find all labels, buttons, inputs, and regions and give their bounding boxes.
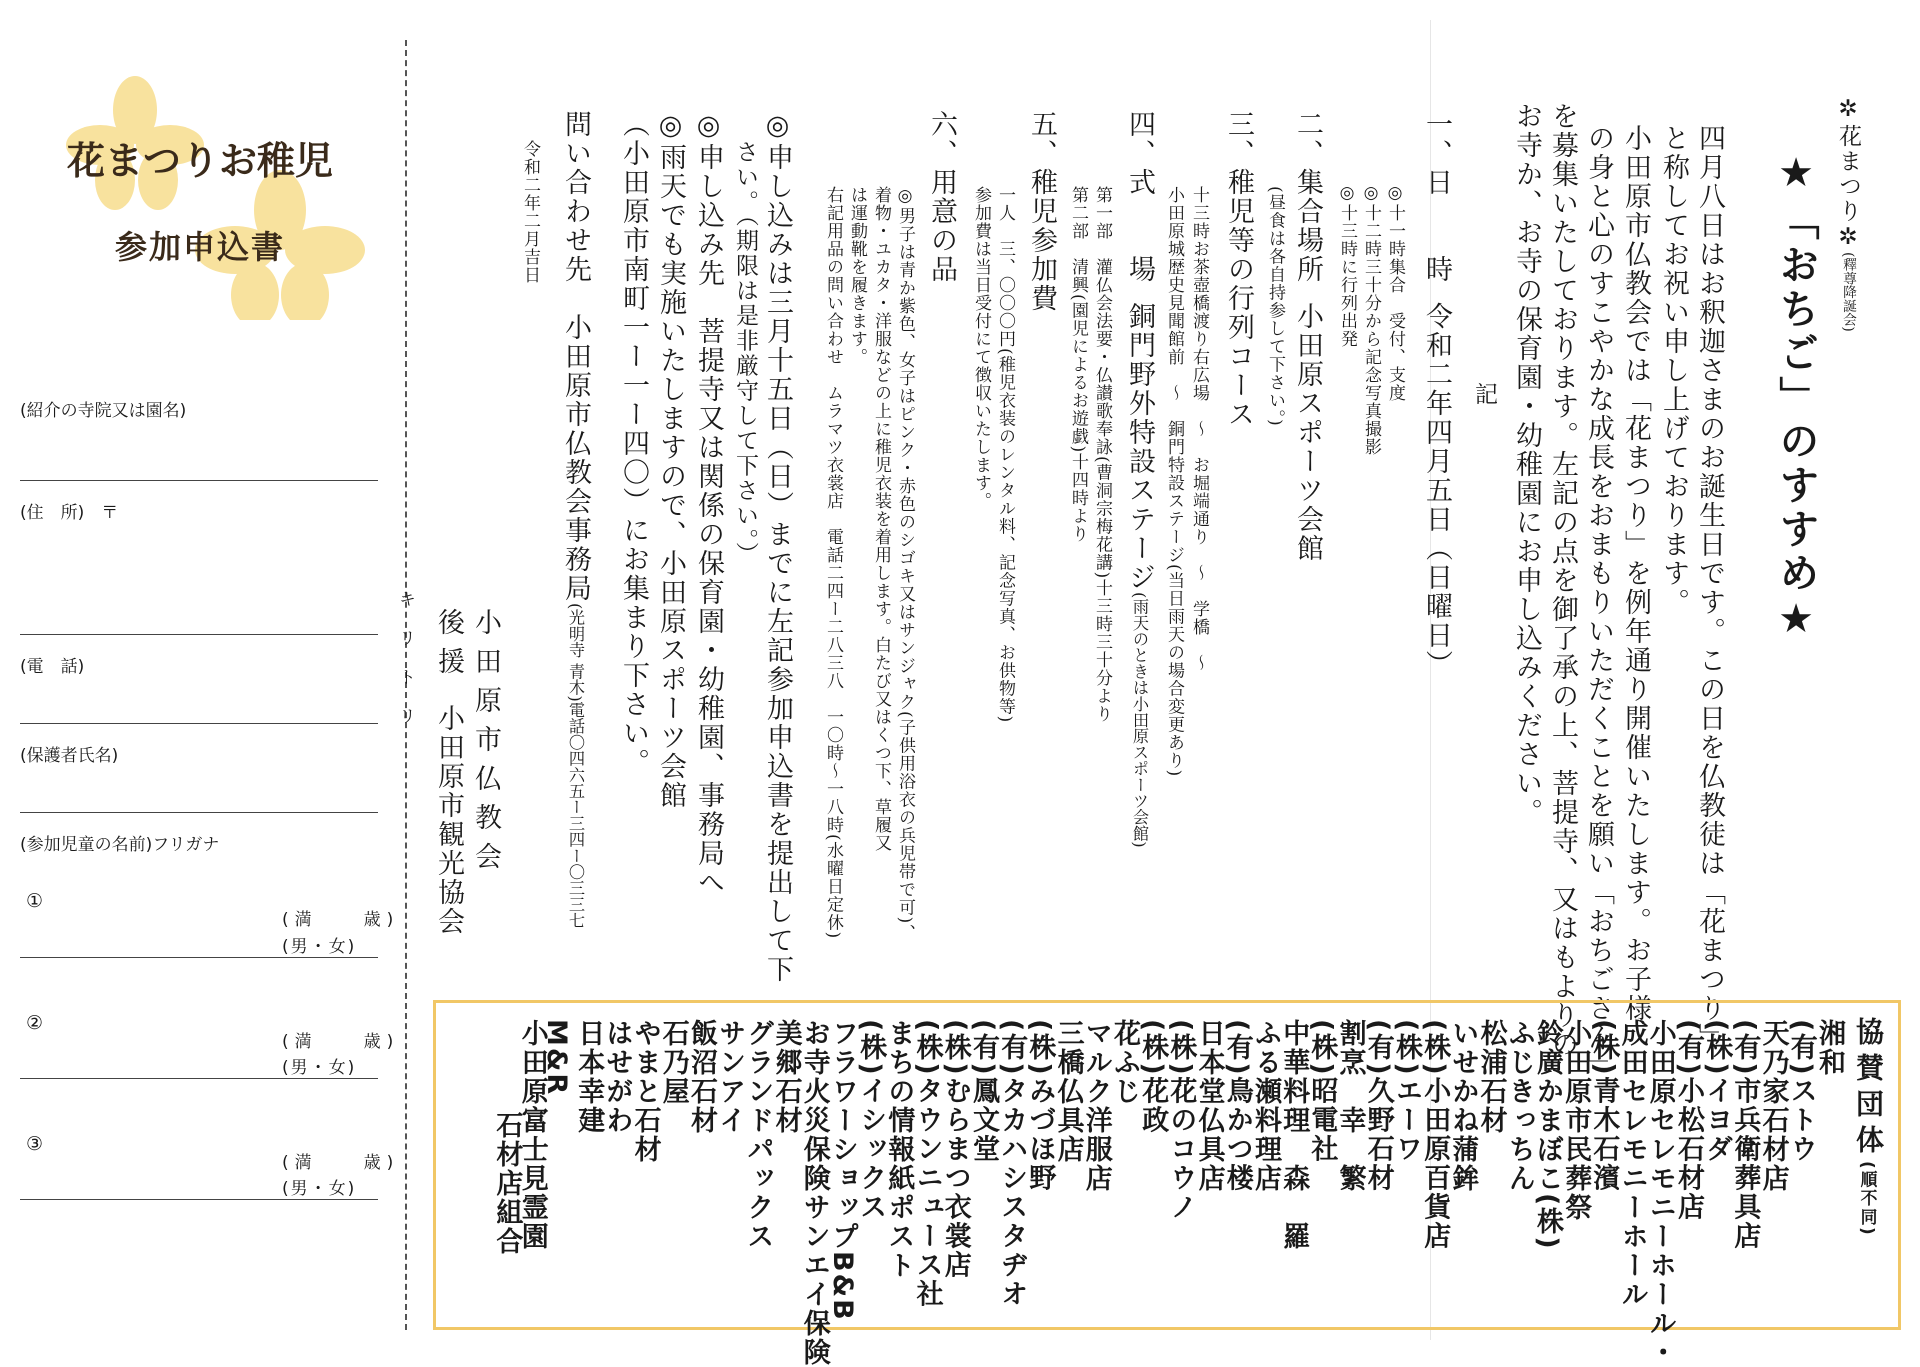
sponsor-item: (有)鳥かつ楼 [1221, 1019, 1253, 1193]
sponsor-item: (株)イシックス [855, 1019, 887, 1222]
place-heading [1288, 110, 1327, 563]
phone-field[interactable] [20, 723, 378, 724]
child-2-field[interactable] [20, 1078, 378, 1079]
sponsor-item: (株)青木石濱 [1588, 1019, 1620, 1193]
sponsor-item: お寺火災保険サンエイ保険 [798, 1019, 830, 1367]
sponsor-item: 割烹 幸 繁 [1334, 1019, 1366, 1193]
organizer-support [429, 608, 468, 936]
child-3-sex: (男・女) [282, 1179, 357, 1199]
date-detail-2: ◎十二時三十分から記念写真撮影 [1361, 183, 1381, 456]
items-heading: 六、用意の品 [926, 110, 957, 284]
child-3-age: (満 歳) [282, 1153, 400, 1173]
sponsor-item: 三橋仏具店 [1052, 1019, 1084, 1164]
sponsor-item: (有)タカハシスタヂオ [996, 1019, 1028, 1309]
notice-header [1832, 96, 1865, 332]
sponsor-item: (株)花のコウノ [1165, 1019, 1197, 1222]
form-title: 花まつりお稚児 [66, 139, 333, 183]
place-note: (昼食は各自持参して下さい。) [1265, 186, 1285, 427]
sponsor-item: 天乃家石材店 [1757, 1019, 1789, 1193]
sponsor-item: いせかね蒲鉾 [1447, 1019, 1479, 1193]
child-2-sex: (男・女) [282, 1058, 357, 1078]
sponsor-title [1848, 1017, 1888, 1237]
sponsor-item: M&R [541, 1019, 572, 1097]
phone-label: (電 話) [20, 657, 85, 677]
contact-detail: (光明寺 青木)電話〇四六五ー三四ー〇三三七 [566, 603, 585, 929]
sponsor-item: (株)むらまつ衣裳店 [939, 1019, 971, 1280]
child-2-number: ② [26, 1012, 44, 1034]
form-subtitle: 参加申込書 [114, 228, 285, 266]
sponsor-box [433, 1000, 1901, 1367]
child-3-number: ③ [26, 1133, 44, 1155]
sponsor-item: (株)みづほ野 [1024, 1019, 1056, 1193]
items-line-2: 着物・ユカタ・洋服などの上に稚児衣装を着用します。白たび又はくつ下、草履又 [871, 186, 891, 852]
ceremony-part-1: 第一部 灌仏会法要・仏讃歌奉詠(曹洞宗梅花講)十三時三十分より [1092, 186, 1112, 724]
sponsor-item: マルク洋服店 [1080, 1019, 1112, 1193]
child-3-field[interactable] [20, 1199, 378, 1200]
application-form [0, 0, 400, 1356]
intro-line-1: 四月八日はお釈迦さまのお誕生日です。この日を仏教徒は「花まつり」 [1694, 124, 1725, 1052]
sponsor-item: 小田原セレモニーホール・ [1644, 1019, 1676, 1367]
place-heading-label: 二、集合場所 [1292, 110, 1323, 284]
sponsor-item: (有)小松石材店 [1673, 1019, 1704, 1222]
items-line-3: は運動靴を履きます。 [847, 186, 867, 366]
sponsor-item: 石材店組合 [491, 1111, 523, 1256]
contact-main: 問い合わせ先 小田原市仏教会事務局 [560, 110, 591, 603]
sponsor-item: 花ふじ [1109, 1019, 1140, 1106]
notice-header-sub: (釋尊降誕会) [1840, 252, 1856, 332]
sponsor-item: 中華料理 森 羅 [1278, 1019, 1310, 1251]
sponsor-item: (株)小田原百貨店 [1419, 1019, 1451, 1251]
sponsor-item: 日本堂仏具店 [1193, 1019, 1225, 1193]
sponsor-item: やまと石材 [629, 1019, 661, 1164]
sponsor-title-label: 協賛団体 [1852, 1017, 1885, 1161]
sponsor-item: サンアイ [714, 1019, 746, 1135]
sponsor-item: (有)鳳文堂 [968, 1019, 999, 1164]
date-detail-3: ◎十三時に行列出発 [1337, 183, 1357, 348]
sponsor-item: 松浦石材 [1475, 1019, 1507, 1135]
address-field[interactable] [20, 634, 378, 635]
course-heading: 三、稚児等の行列コース [1223, 110, 1254, 429]
date-value: 令和二年四月五日（日曜日） [1421, 302, 1452, 679]
course-line-2: 小田原城歴史見聞館前 ～ 銅門特設ステージ(当日雨天の場合変更あり) [1164, 186, 1184, 778]
support-name: 小田原市観光協会 [433, 704, 464, 936]
support-label: 後援 [433, 608, 464, 686]
sponsor-item: (有)市兵衛葬具店 [1729, 1019, 1761, 1251]
items-line-4: 右記用品の問い合わせ ムラマツ衣裳店 電話二四ー二八三八 一〇時～一八時(水曜日定休) [823, 186, 843, 940]
ceremony-part-2: 第二部 清興(園児によるお遊戯)十四時より [1068, 186, 1088, 544]
rain-line-1: ◎雨天でも実施いたしますので、小田原スポーツ会館 [655, 110, 686, 810]
sponsor-item: 小田原市民葬祭 [1560, 1019, 1592, 1222]
sponsor-item: 湘和 [1814, 1019, 1845, 1077]
notice-headline: ★「おちご」のすすめ★ [1773, 150, 1819, 646]
cut-label: キリトリ [395, 590, 415, 746]
intro-line-4: の身と心のすこやかな成長をおまもりいただくことを願い「おちごさん」 [1583, 124, 1614, 1081]
sponsor-item: (株)エーワ [1391, 1019, 1422, 1164]
sponsor-item: ふじきっちん [1503, 1019, 1535, 1193]
sponsor-item: ふる瀬料理店 [1250, 1019, 1281, 1193]
sponsor-item: (株)昭電社 [1306, 1019, 1338, 1164]
child-2-age: (満 歳) [282, 1032, 400, 1052]
intro-line-3: 小田原市仏教会では「花まつり」を例年通り開催いたします。お子様 [1620, 124, 1651, 1023]
organizer-name: 小田原市仏教会 [470, 608, 501, 881]
ceremony-value: 銅門野外特設ステージ [1124, 302, 1155, 592]
child-1-age: (満 歳) [282, 910, 400, 930]
fee-line-2: 参加費は当日受付にて徴収いたします。 [971, 186, 991, 510]
fee-line-1: 一人 三、〇〇〇円(稚児衣装のレンタル料、記念写真、お供物等) [995, 186, 1015, 724]
sponsor-item: (有)ストウ [1785, 1019, 1817, 1164]
child-1-number: ① [26, 890, 44, 912]
intro-line-5: を募集いたしております。左記の点を御了承の上、菩提寺、又はもよりの [1547, 102, 1578, 1059]
course-line-1: 十三時お茶壺橋渡り右広場 ～ お堀端通り ～ 学橋 ～ [1189, 186, 1209, 672]
date-detail-1: ◎十一時集合 受付、支度 [1385, 183, 1405, 402]
sponsor-order-note: (順不同) [1858, 1161, 1878, 1237]
intro-line-2: と称してお祝い申し上げております。 [1658, 124, 1689, 617]
place-value: 小田原スポーツ会館 [1292, 302, 1323, 563]
child-1-sex: (男・女) [282, 937, 357, 957]
child-1-field[interactable] [20, 957, 378, 958]
guardian-label: (保護者氏名) [20, 746, 119, 766]
issue-date: 令和二年二月吉日 [520, 140, 540, 284]
temple-field[interactable] [20, 480, 378, 481]
ceremony-heading-label: 四、式 場 [1124, 110, 1155, 284]
date-heading [1417, 110, 1456, 679]
sponsor-item: 日本幸建 [573, 1019, 605, 1135]
sponsor-item: (株)花政 [1137, 1019, 1169, 1135]
sponsor-item: 成田セレモニーホール [1616, 1019, 1648, 1309]
fee-heading: 五、稚児参加費 [1026, 110, 1057, 313]
sponsor-item: はせがわ [601, 1019, 633, 1135]
ceremony-rain-note: (雨天のときは小田原スポーツ会館) [1130, 592, 1149, 848]
sponsor-item: まちの情報紙ポスト [883, 1019, 915, 1280]
sponsor-item: グランドパックス [742, 1019, 774, 1251]
sponsor-item: 石乃屋 [657, 1019, 689, 1106]
contact [556, 110, 595, 929]
items-line-1: ◎男子は青か紫色、女子はピンク・赤色のシゴキ又はサンジャク(子供用浴衣の兵児帯で可)、 [895, 186, 915, 943]
deadline-line-2: さい。（期限は是非厳守して下さい。） [732, 140, 758, 567]
sponsor-item: (有)久野石材 [1362, 1019, 1394, 1193]
ceremony-heading [1120, 110, 1159, 848]
rain-line-2: （小田原市南町一ー一ー四〇）にお集まり下さい。 [618, 110, 649, 777]
ki-mark: 記 [1471, 382, 1497, 407]
notice-header-title: ✲花まつり✲ [1835, 96, 1861, 252]
sponsor-item: 鈴廣かまぼこ(株) [1532, 1019, 1563, 1251]
sponsor-item: (株)タウンニュース社 [911, 1019, 943, 1309]
date-heading-label: 一、日 時 [1421, 110, 1452, 284]
guardian-field[interactable] [20, 812, 378, 813]
address-label: (住 所) 〒 [20, 503, 119, 523]
cherry-blossom-decoration [40, 70, 370, 320]
sponsor-item: 小田原富士見霊園 [516, 1019, 548, 1251]
sponsor-item: (株)イヨダ [1701, 1019, 1733, 1164]
sponsor-item: フラワーショップB&B [827, 1019, 858, 1322]
sponsor-item: 飯沼石材 [686, 1019, 717, 1135]
sponsor-item: 美郷石材 [770, 1019, 802, 1135]
destination: ◎申し込み先 菩提寺又は関係の保育園・幼稚園、事務局へ [693, 110, 724, 897]
temple-label: (紹介の寺院又は園名) [20, 401, 187, 421]
deadline-line-1: ◎申し込みは三月十五日（日）までに左記参加申込書を提出して下 [762, 110, 793, 984]
child-label: (参加児童の名前)フリガナ [20, 835, 220, 855]
intro-line-6: お寺か、お寺の保育園・幼稚園にお申し込みください。 [1511, 102, 1542, 827]
